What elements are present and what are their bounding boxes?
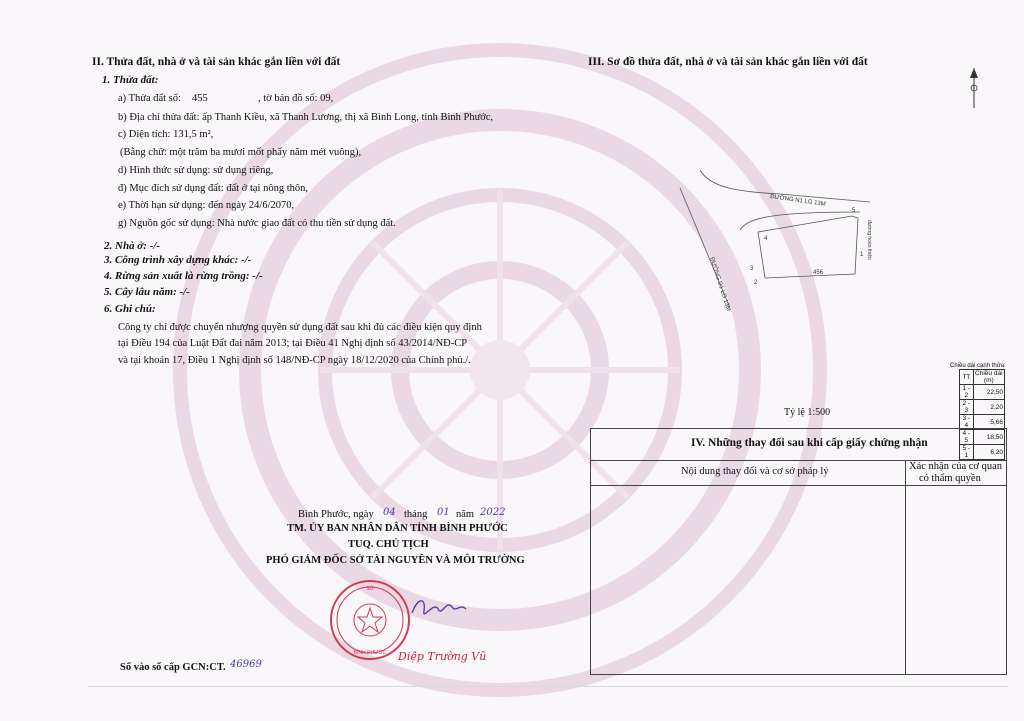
svg-text:SỞ: SỞ [366, 586, 374, 592]
edge-tt: 5 - 1 [960, 445, 974, 460]
edge-length: 2,20 [973, 400, 1004, 415]
road-n1-label: ĐƯỜNG N1 LG 13M [769, 194, 826, 208]
sign-authority: TM. ỦY BAN NHÂN DÂN TỈNH BÌNH PHƯỚC [287, 523, 508, 534]
edge-tt: 4 - 5 [960, 430, 974, 445]
note-line-1: Công ty chỉ được chuyển nhượng quyền sử dụng đất sau khi đủ các điều kiện quy định [118, 322, 482, 333]
table-row [960, 385, 1005, 400]
perennial-trees-section: 5. Cây lâu năm: -/- [104, 286, 190, 298]
edge-length: 5,66 [973, 415, 1004, 430]
thua-dat-heading: 1. Thửa đất: [102, 74, 159, 86]
planted-forest-section: 4. Rừng sản xuất là rừng trồng: -/- [104, 270, 263, 282]
edge-table-header [960, 370, 1005, 385]
point-label-5: 5 [852, 208, 856, 214]
parcel-area: c) Diện tích: 131,5 m², [118, 129, 214, 140]
house-section: 2. Nhà ở: -/- [104, 240, 161, 252]
changes-header [591, 429, 1006, 461]
point-label-4: 4 [764, 236, 768, 242]
point-label-2: 2 [754, 280, 758, 286]
changes-subheader [591, 460, 1006, 486]
usage-origin: g) Nguồn gốc sử dụng: Nhà nước giao đất có thu tiền sử dụng đất. [118, 218, 396, 229]
sign-month: 01 [437, 507, 450, 518]
edge-col-length: Chiều dài (m) [975, 370, 1003, 384]
edge-col-tt: TT [960, 370, 974, 385]
edge-length: 22,50 [973, 385, 1004, 400]
table-row [960, 400, 1005, 415]
usage-term: e) Thời hạn sử dụng: đến ngày 24/6/2070, [118, 200, 295, 211]
edge-length: 18,50 [973, 430, 1004, 445]
note-line-2: tại Điều 194 của Luật Đất đai năm 2013; tại Điều 41 Nghị định số 43/2014/NĐ-CP [118, 338, 468, 349]
note-line-3: và tại khoản 17, Điều 1 Nghị định số 148/NĐ-CP ngày 18/12/2020 của Chính phủ./. [118, 355, 471, 366]
changes-box [590, 428, 1007, 675]
sign-date-prefix: Bình Phước, ngày [298, 509, 374, 520]
notes-heading: 6. Ghi chú: [104, 303, 156, 315]
page-bottom-line [88, 686, 1008, 687]
sign-month-label: tháng [404, 509, 428, 520]
parcel-map [670, 168, 900, 318]
sign-year-label: năm [456, 509, 475, 520]
road-side-label: đường hoàn thiện [866, 220, 872, 260]
edge-length: 6,20 [973, 445, 1004, 460]
changes-title: IV. Những thay đổi sau khi cấp giấy chứng nhận [691, 437, 928, 449]
sign-authorization: TUQ. CHỦ TỊCH [348, 539, 429, 550]
changes-column-divider [905, 460, 906, 674]
parcel-address: b) Địa chỉ thửa đất: ấp Thanh Kiều, xã Thanh Lương, thị xã Bình Long, tỉnh Bình Phước, [118, 112, 494, 123]
map-sheet-number: , tờ bản đồ số: 09, [258, 93, 334, 104]
signature-scribble [408, 593, 472, 623]
registry-number: 46969 [230, 659, 262, 670]
registry-number-label: Số vào sổ cấp GCN:CT. [120, 662, 226, 673]
usage-purpose: đ) Mục đích sử dụng đất: đất ở tại nông thôn, [118, 183, 309, 194]
map-scale: Tỷ lệ 1:500 [784, 407, 831, 418]
svg-text:BÌNH PHƯỚC: BÌNH PHƯỚC [353, 650, 387, 656]
edge-tt: 1 - 2 [960, 385, 974, 400]
edge-table-caption: Chiều dài cạnh thửa: [950, 363, 1006, 369]
sign-day: 04 [383, 507, 396, 518]
section-ii-title: II. Thửa đất, nhà ở và tài sản khác gắn liền với đất [92, 56, 341, 68]
north-arrow-icon [966, 66, 982, 110]
section-iii-title: III. Sơ đồ thửa đất, nhà ở và tài sản khác gắn liền với đất [588, 56, 868, 68]
neighbor-parcel-label: 456 [813, 270, 824, 276]
edge-tt: 3 - 4 [960, 415, 974, 430]
point-label-3: 3 [750, 266, 754, 272]
other-construction-section: 3. Công trình xây dựng khác: -/- [104, 254, 252, 266]
parcel-number-label: a) Thửa đất số: [118, 93, 181, 104]
sign-position: PHÓ GIÁM ĐỐC SỞ TÀI NGUYÊN VÀ MÔI TRƯỜNG [266, 555, 525, 566]
changes-col-confirm-1: Xác nhận của cơ quan [909, 461, 1003, 472]
sign-year: 2022 [480, 507, 506, 518]
road-d1-label: ĐƯỜNG D1 LG 13M [708, 256, 732, 312]
usage-form: d) Hình thức sử dụng: sử dụng riêng, [118, 165, 274, 176]
parcel-area-words: (Bằng chữ: một trăm ba mươi mốt phẩy năm mét vuông), [120, 147, 362, 158]
signer-name: Diệp Trường Vũ [398, 650, 487, 663]
parcel-number: 455 [192, 93, 208, 104]
changes-col-content: Nội dung thay đổi và cơ sở pháp lý [681, 466, 829, 477]
point-label-1: 1 [860, 252, 864, 258]
edge-tt: 2 - 3 [960, 400, 974, 415]
changes-col-confirm-2: có thẩm quyền [919, 473, 981, 484]
